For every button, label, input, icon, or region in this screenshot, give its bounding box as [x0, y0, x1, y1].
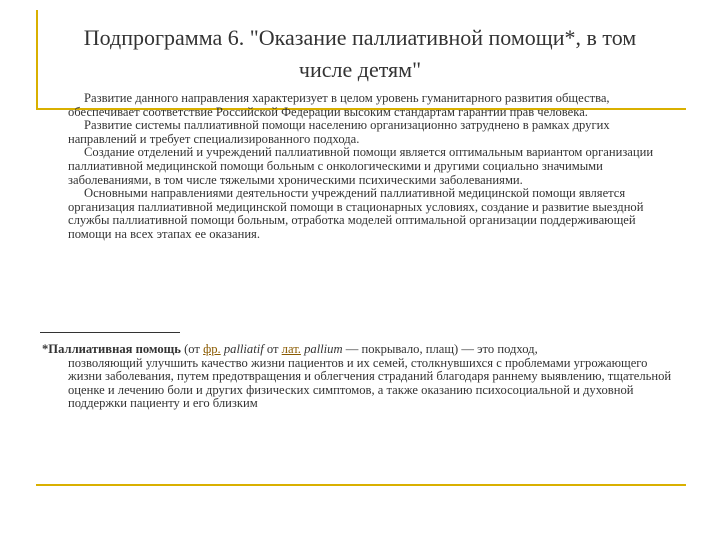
footnote-from-mid: от: [263, 342, 282, 356]
title-line-1: Подпрограмма 6. "Оказание паллиативной помощи*, в том: [83, 25, 637, 50]
slide-title: [40, 22, 680, 86]
footnote-continuation: позволяющий улучшить качество жизни пациентов и их семей, столкнувшихся с проблемами угрожающего жизни заболевания, путем предотвращения и облегчения страданий благодаря раннему выявлению, тщательной оценке и лечению боли и других физических симптомов, а также оказанию психосоциальной и духовной поддержки пациенту и его близким: [68, 355, 672, 411]
footnote-term: *Паллиативная помощь: [42, 342, 181, 356]
latin-word: pallium: [304, 342, 343, 356]
title-line-2: числе детям": [298, 57, 422, 82]
paragraph-2: Развитие системы паллиативной помощи населению организационно затруднено в рамках других направлений и требует специализированного подхода.: [68, 118, 610, 146]
accent-vertical-line: [36, 10, 38, 110]
latin-abbr-link[interactable]: лат.: [281, 342, 301, 356]
paragraph-4: Основными направлениями деятельности учреждений паллиативной медицинской помощи является организация паллиативной медицинской помощи в стационарных условиях, создание и развитие выездной службы паллиативной помощи больным, отработка моделей оптимальной организации поддерживающей помощи на всех этапах ее оказания.: [68, 186, 644, 241]
footnote-after-latin: — покрывало, плащ) — это подход,: [342, 342, 538, 356]
french-abbr-link[interactable]: фр.: [203, 342, 221, 356]
footnote-separator: [40, 332, 180, 333]
french-word: palliatif: [223, 342, 264, 356]
paragraph-1: Развитие данного направления характеризует в целом уровень гуманитарного развития общества, обеспечивает соответствие Российской Федерации высоким стандартам гарантии прав человека.: [68, 91, 610, 119]
footnote-first-line: [42, 343, 682, 357]
accent-bottom-line: [36, 484, 686, 486]
paragraph-3: Создание отделений и учреждений паллиативной помощи является оптимальным вариантом организации паллиативной медицинской помощи больным с онкологическими и другими социально значимыми заболеваниями, в том числе тяжелыми хроническими психическими заболеваниями.: [68, 145, 654, 187]
footnote: [42, 343, 682, 411]
body-text: [68, 92, 668, 242]
footnote-from-open: (от: [180, 342, 204, 356]
